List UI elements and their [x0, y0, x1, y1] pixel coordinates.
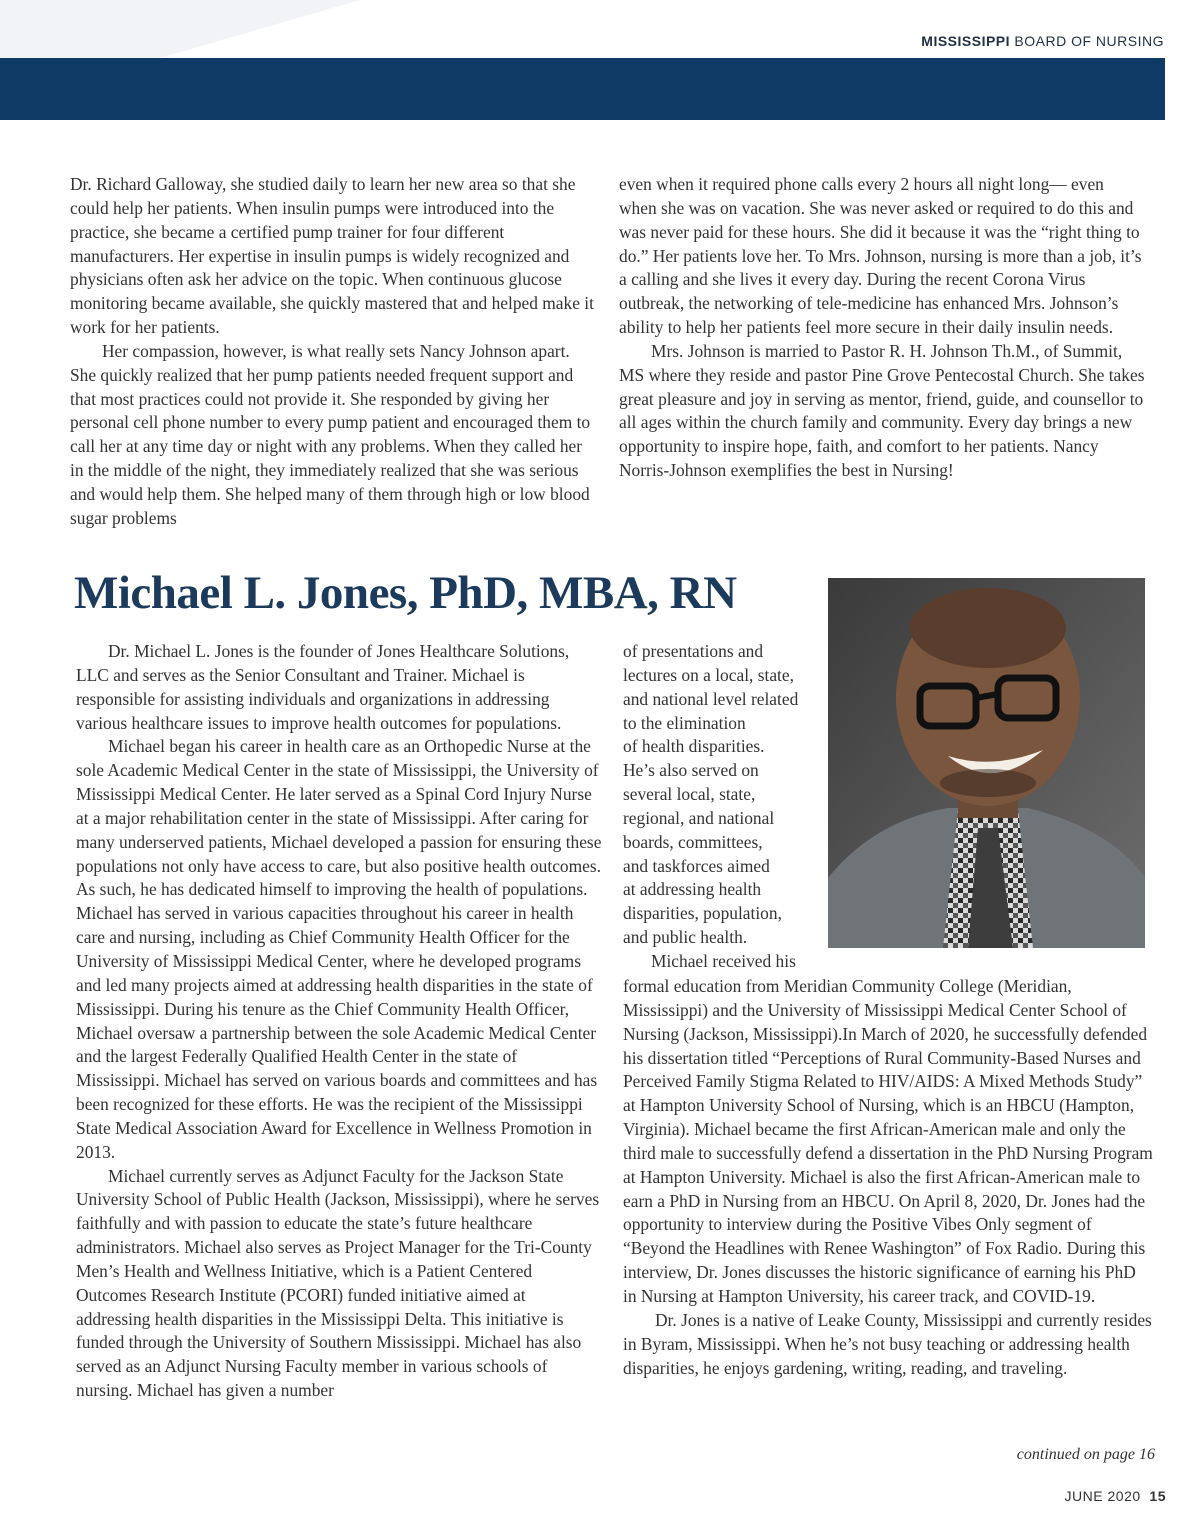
text-line: lectures on a local, state, [623, 664, 794, 685]
text-line: to the elimination [623, 712, 746, 733]
paragraph: Her compassion, however, is what really sets Nancy Johnson apart. She quickly realized that her pump patients needed frequent support and that most practices could not provide it. She responded by giving her personal cell phone number to every pump patient and encouraged them to call her at any time day or night with any problems. When they called her in the middle of the night, they immediately realized that she was serious and would help them. She helped many of them through high or low blood sugar problems [70, 340, 591, 528]
header-band [0, 0, 1165, 120]
portrait-photo [828, 578, 1145, 948]
header-bar [0, 58, 1165, 120]
paragraph: Michael began his career in health care as an Orthopedic Nurse at the sole Academic Medical Center in the state of Mississippi, the University of Mississippi Medical Center. He later served as a Spinal Cord Injury Nurse at a major rehabilitation center in the state of Mississippi. After caring for many underserved patients, Michael developed a passion for ensuring these populations not only have access to care, but also positive health outcomes. As such, he has dedicated himself to improving the health of populations. Michael has served in various capacities throughout his career in health care and nursing, including as Chief Community Health Officer for the University of Mississippi Medical Center, where he developed programs and led many projects aimed at addressing health disparities in the state of Mississippi. During his tenure as the Chief Community Health Officer, Michael oversaw a partnership between the sole Academic Medical Center and the largest Federally Qualified Health Center in the state of Mississippi. Michael has served on various boards and committees and has been recognized for these efforts. He was the recipient of the Mississippi State Medical Association Award for Excellence in Wellness Promotion in 2013. [76, 736, 602, 1162]
text-line: boards, committees, [623, 831, 763, 852]
paragraph: even when it required phone calls every 2 hours all night long— even when she was on vacation. She was never asked or required to do this and was never paid for these hours. She did it because it was the “right thing to do.” Her patients love her. To Mrs. Johnson, nursing is more than a job, it’s a calling and she lives it every day. During the recent Corona Virus outbreak, the networking of tele-medicine has enhanced Mrs. Johnson’s ability to help her patients feel more secure in their daily insulin needs. [619, 174, 1142, 338]
paragraph: Dr. Michael L. Jones is the founder of Jones Healthcare Solutions, LLC and serves as the Senior Consultant and Trainer. Michael is responsible for assisting individuals and organizations in addressing various healthcare issues to improve health outcomes for populations. [76, 641, 570, 733]
text-line: of health disparities. [623, 736, 765, 757]
continued-note: continued on page 16 [1016, 1446, 1155, 1463]
text-line: and taskforces aimed [623, 855, 770, 876]
text-line: and national level related [623, 688, 799, 709]
article-column-top-right [619, 173, 1145, 483]
profile-column-left [76, 640, 604, 1403]
profile-column-right [623, 975, 1153, 1380]
paragraph: Dr. Jones is a native of Leake County, Mississippi and currently resides in Byram, Mississippi. When he’s not busy teaching or addressing health disparities, he enjoys gardening, writing, reading, and traveling. [623, 1309, 1152, 1378]
text-line: He’s also served on [623, 760, 759, 781]
text-line: disparities, population, [623, 903, 782, 924]
paragraph: Michael currently serves as Adjunct Faculty for the Jackson State University School of Public Health (Jackson, Mississippi), where he serves faithfully and with passion to educate the state’s future healthcare administrators. Michael also serves as Project Manager for the Tri-County Men’s Health and Wellness Initiative, which is a Patient Centered Outcomes Research Institute (PCORI) funded initiative aimed at addressing health disparities in the Mississippi Delta. This initiative is funded through the University of Southern Mississippi. Michael has also served as an Adjunct Nursing Faculty member in various schools of nursing. Michael has given a number [76, 1165, 600, 1401]
text-line: Michael received his [651, 950, 796, 971]
text-line: of presentations and [623, 641, 764, 661]
profile-column-narrow [623, 640, 823, 974]
text-line: and public health. [623, 927, 748, 948]
paragraph: Mrs. Johnson is married to Pastor R. H. Johnson Th.M., of Summit, MS where they reside and pastor Pine Grove Pentecostal Church. She takes great pleasure and joy in serving as mentor, friend, guide, and counsellor to all ages within the church family and community. Every day brings a new opportunity to inspire hope, faith, and comfort to her patients. Nancy Norris-Johnson exemplifies the best in Nursing! [619, 340, 1145, 481]
profile-heading: Michael L. Jones, PhD, MBA, RN [74, 567, 737, 619]
text-line: several local, state, [623, 784, 756, 805]
text-line: at addressing health [623, 879, 762, 900]
paragraph: Dr. Richard Galloway, she studied daily to learn her new area so that she could help her patients. When insulin pumps were introduced into the practice, she became a certified pump trainer for four different manufacturers. Her expertise in insulin pumps is widely recognized and physicians often ask her advice on the topic. When continuous glucose monitoring became available, she quickly mastered that and helped make it work for her patients. [70, 174, 594, 338]
text-line: regional, and national [623, 807, 775, 828]
article-column-top-left [70, 173, 596, 531]
page-footer: JUNE 2020 15 [1064, 1488, 1166, 1504]
paragraph: formal education from Meridian Community College (Meridian, Mississippi) and the University of Mississippi Medical Center School of Nursing (Jackson, Mississippi).In March of 2020, he successfully defended his dissertation titled “Perceptions of Rural Community-Based Nurses and Perceived Family Stigma Related to HIV/AIDS: A Mixed Methods Study” at Hampton University School of Nursing, which is an HBCU (Hampton, Virginia). Michael became the first African-American male and only the third male to successfully defend a dissertation in the PhD Nursing Program at Hampton University. Michael is also the first African-American male to earn a PhD in Nursing from an HBCU. On April 8, 2020, Dr. Jones had the opportunity to interview during the Positive Vibes Only segment of “Beyond the Headlines with Renee Washington” of Fox Radio. During this interview, Dr. Jones discusses the historic significance of earning his PhD in Nursing at Hampton University, his career track, and COVID-19. [623, 976, 1153, 1306]
publication-name: MISSISSIPPI BOARD OF NURSING [921, 33, 1164, 49]
